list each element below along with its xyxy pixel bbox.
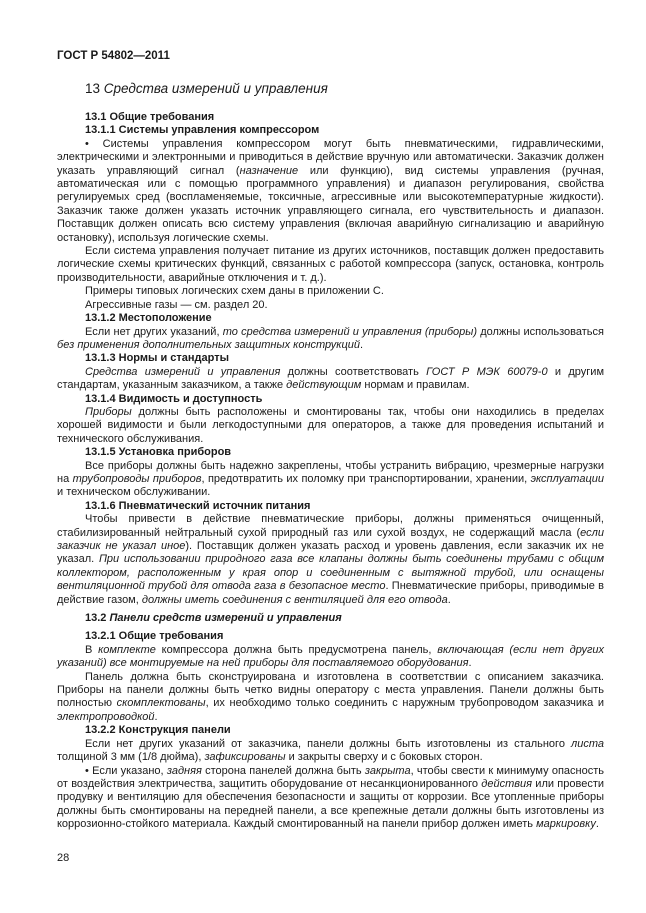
paragraph: [57, 245, 604, 285]
italic-text: эксплуатации: [530, 472, 604, 485]
text: Панель должна быть сконструирована и изготовлена в соответствии с описанием заказчика. Приборы на панели должны быть четко видны оператору с места управления. Панели должны быть полностью: [57, 670, 604, 710]
text: должны быть расположены и смонтированы так, чтобы они находились в пределах хорошей видимости и были легкодоступными для операторов, а также для проведения испытаний и технического обслуживания.: [57, 405, 604, 445]
text: • Если указано,: [85, 764, 167, 777]
italic-text: без применения дополнительных защитных конструкций: [57, 338, 361, 351]
text: .: [595, 818, 599, 831]
text: , их необходимо только соединить с наружным трубопроводом заказчика и: [205, 697, 604, 710]
text: В: [85, 643, 99, 656]
italic-text: комплекте: [98, 643, 156, 656]
italic-text: действия: [481, 777, 533, 790]
text: Все приборы должны быть надежно закреплены, чтобы устранить вибрацию, чрезмерные нагрузки на: [57, 459, 604, 485]
italic-text: Средства измерений и управления: [103, 81, 328, 96]
paragraph: [57, 138, 604, 245]
subsection-heading: [85, 352, 604, 365]
text: 13.1.5 Установка приборов: [85, 446, 232, 459]
italic-text: Приборы: [85, 405, 132, 418]
text: 13.2: [85, 612, 110, 625]
italic-text: то средства измерений и управления (приборы): [222, 325, 478, 338]
italic-text: действующим: [286, 379, 362, 392]
text: должны соответствовать: [280, 365, 427, 378]
paragraph: [57, 738, 604, 765]
text: .: [447, 593, 451, 606]
text: Если нет других указаний,: [85, 325, 223, 338]
paragraph: [57, 326, 604, 353]
text: 13.1.4 Видимость и доступность: [85, 392, 263, 405]
text: и другим стандартам, указанным заказчиком, а также: [57, 365, 605, 392]
text: 13.1.6 Пневматический источник питания: [85, 499, 311, 512]
text: .: [468, 657, 472, 670]
italic-text: включающая (если нет других указаний) все монтируемые на ней приборы для поставляемого оборудования: [57, 643, 604, 670]
text: или функцию), вид системы управления (ручная, автоматическая или с помощью программного управления) и диапазон регулирования, свойства регулируемых сред (воспламеняемые, токсичные, агрессивные или высокотемпературные жидкости). Заказчик также должен указать источник управляющего сигнала, его чувствительность и диапазон. Поставщик должен описать всю систему управления (включая аварийную сигнализацию и аварийную остановку), используя логические схемы.: [57, 164, 604, 244]
text: должны использоваться: [477, 325, 604, 338]
text: нормам и правилам.: [361, 379, 470, 392]
italic-text: скомплектованы: [116, 697, 206, 710]
text: Если нет других указаний от заказчика, панели должны быть изготовлены из стального: [85, 737, 572, 750]
section-title: [85, 81, 604, 97]
document-header: ГОСТ Р 54802—2011: [57, 50, 170, 62]
text: Если система управления получает питание из других источников, поставщик должен предоставить логические схемы критических функций, связанных с работой компрессора (запуск, остановка, контроль производительности, аварийные отключения и т. д.).: [57, 245, 604, 284]
paragraph: [57, 460, 604, 500]
italic-text: При использовании природного газа все клапаны должны быть соединены трубами с общим коллектором, расположенным у края опор и соединенным с вытяжной трубой, или оснащены вентиляционной трубой для отвода газа в безопасное место: [57, 553, 604, 593]
subsection-heading: [85, 630, 604, 643]
italic-text: закрыта: [364, 764, 411, 777]
text: ). Поставщик должен указать расход и уровень давления, если заказчик их не указал.: [57, 540, 604, 566]
subsection-heading: [85, 446, 604, 459]
text: компрессора должна быть предусмотрена панель,: [155, 643, 438, 656]
text: .: [360, 338, 364, 351]
italic-text: задняя: [166, 764, 202, 777]
paragraph: [57, 285, 604, 298]
text: • Системы управления компрессором могут быть пневматическими, гидравлическими, электрическими и электронными и приводиться в действие вручную или автоматически. Заказчик должен указать управляющий сигнал (: [57, 137, 604, 177]
italic-text: Панели средств измерений и управления: [109, 612, 342, 625]
italic-text: ГОСТ Р МЭК 60079-0: [426, 365, 548, 378]
text: , предотвратить их поломку при транспортировании, хранении,: [201, 472, 531, 485]
text: .: [154, 710, 158, 723]
subsection-heading: [85, 500, 604, 513]
text: 13.1.3 Нормы и стандарты: [85, 352, 230, 365]
paragraph: [57, 299, 604, 312]
subsection-heading: [85, 111, 604, 124]
text: Примеры типовых логических схем даны в приложении С.: [85, 285, 384, 298]
italic-text: трубопроводы приборов: [72, 472, 202, 485]
text: сторона панелей должна быть: [201, 764, 365, 777]
paragraph: [57, 765, 604, 832]
text: 13.1.1 Системы управления компрессором: [85, 124, 320, 137]
text: . Пневматические приборы, приводимые в действие газом,: [57, 580, 604, 606]
italic-text: Средства измерений и управления: [85, 365, 281, 378]
subsection-heading: [85, 312, 604, 325]
paragraph: [57, 406, 604, 446]
text: 13.1 Общие требования: [85, 111, 215, 123]
page-number: 28: [57, 852, 70, 864]
text: толщиной 3 мм (1/8 дюйма),: [57, 751, 205, 764]
text: 13.2.1 Общие требования: [85, 630, 224, 643]
text: 13: [85, 81, 104, 96]
italic-text: маркировку: [536, 818, 596, 831]
italic-text: зафиксированы: [204, 751, 286, 764]
paragraph: [57, 513, 604, 607]
italic-text: должны иметь соединения с вентиляцией для его отвода: [141, 593, 448, 606]
subsection-heading: [85, 393, 604, 406]
text: или провести продувку и вентиляцию для обеспечения безопасности и защиты от коррозии. Все утопленные приборы должны быть смонтированы на передней панели, а все крепежные детали должны быть изготовлены из коррозионно-стойкого материала. Каждый смонтированный на панели прибор должен иметь: [57, 777, 604, 831]
paragraph: [57, 366, 604, 393]
text: Агрессивные газы — см. раздел 20.: [85, 298, 268, 311]
text: , чтобы свести к минимуму опасность от воздействия электричества, защитить оборудование от несанкционированного: [57, 764, 605, 790]
text: Чтобы привести в действие пневматические приборы, должны применяться очищенный, стабилизированный нейтральный сухой природный газ или сухой воздух, не содержащий масла (: [57, 513, 604, 539]
italic-text: назначение: [239, 164, 299, 177]
subsection-heading: [85, 124, 604, 137]
document-body: [57, 81, 604, 832]
paragraph: [57, 644, 604, 671]
text: 13.2.2 Конструкция панели: [85, 724, 231, 737]
italic-text: электропроводкой: [57, 710, 155, 723]
text: 13.1.2 Местоположение: [85, 312, 212, 325]
subsection-heading: [85, 724, 604, 737]
paragraph: [57, 671, 604, 725]
italic-text: листа: [571, 737, 604, 750]
subsection-heading: [85, 612, 604, 625]
text: и техническом обслуживании.: [57, 486, 211, 499]
text: и закрыты сверху и с боковых сторон.: [285, 751, 483, 764]
italic-text: если заказчик не указал иное: [57, 526, 604, 552]
